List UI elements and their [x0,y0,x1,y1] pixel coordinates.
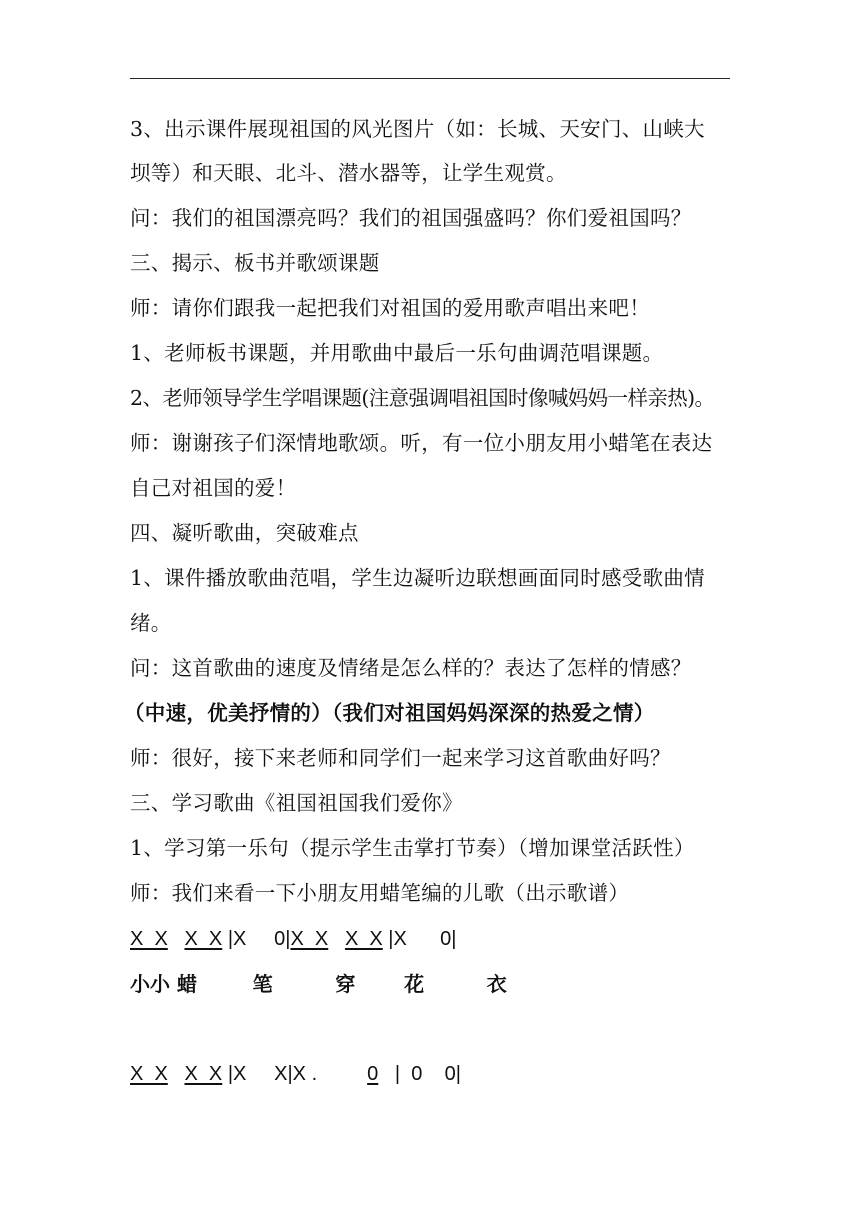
paragraph-3: 问：我们的祖国漂亮吗？我们的祖国强盛吗？你们爱祖国吗？ [130,206,692,230]
rhythm-group: X X [130,1063,168,1085]
paragraph-8: 师：谢谢孩子们深情地歌颂。听，有一位小朋友用小蜡笔在表达 [130,431,713,455]
paragraph-6: 1、老师板书课题，并用歌曲中最后一乐句曲调范唱课题。 [130,341,664,365]
rhythm-group: X X [130,928,168,950]
rhythm-group: X X [344,928,383,950]
rhythm-bar: |X 0| [382,928,457,950]
paragraph-13: 问：这首歌曲的速度及情绪是怎么样的？表达了怎样的情感？ [130,656,692,680]
header-rule [130,78,730,79]
paragraph-4: 三、揭示、板书并歌颂课题 [130,251,380,275]
rhythm-line-1 [130,926,456,952]
rhythm-group: X X [184,1063,223,1085]
paragraph-15: 师：很好，接下来老师和同学们一起来学习这首歌曲好吗？ [130,746,671,770]
rhythm-bar: |X 0| [222,928,291,950]
paragraph-12: 绪。 [130,611,172,635]
paragraph-5: 师：请你们跟我一起把我们对祖国的爱用歌声唱出来吧！ [130,296,650,320]
lyrics-line-1: 小小 蜡 笔 穿 花 衣 [130,972,507,996]
paragraph-2: 坝等）和天眼、北斗、潜水器等，让学生观赏。 [130,161,567,185]
paragraph-9: 自己对祖国的爱！ [130,476,297,500]
rhythm-rest: 0 [367,1063,379,1085]
rhythm-line-2 [130,1061,461,1087]
paragraph-14-answer: （中速，优美抒情的）（我们对祖国妈妈深深的热爱之情） [124,701,655,725]
rhythm-bar: | 0 0| [378,1063,461,1085]
paragraph-18: 师：我们来看一下小朋友用蜡笔编的儿歌（出示歌谱） [130,881,630,905]
paragraph-16: 三、学习歌曲《祖国祖国我们爱你》 [130,791,463,815]
paragraph-11: 1、课件播放歌曲范唱，学生边凝听边联想画面同时感受歌曲情 [130,566,705,590]
paragraph-7: 2、老师领导学生学唱课题(注意强调唱祖国时像喊妈妈一样亲热)。 [130,386,715,410]
paragraph-1: 3、出示课件展现祖国的风光图片（如：长城、天安门、山峡大 [130,117,705,141]
paragraph-17: 1、学习第一乐句（提示学生击掌打节奏）（增加课堂活跃性） [130,836,695,860]
rhythm-bar: |X X|X . [222,1063,368,1085]
rhythm-group: X X [290,928,329,950]
rhythm-group: X X [184,928,223,950]
paragraph-10: 四、凝听歌曲，突破难点 [130,521,359,545]
